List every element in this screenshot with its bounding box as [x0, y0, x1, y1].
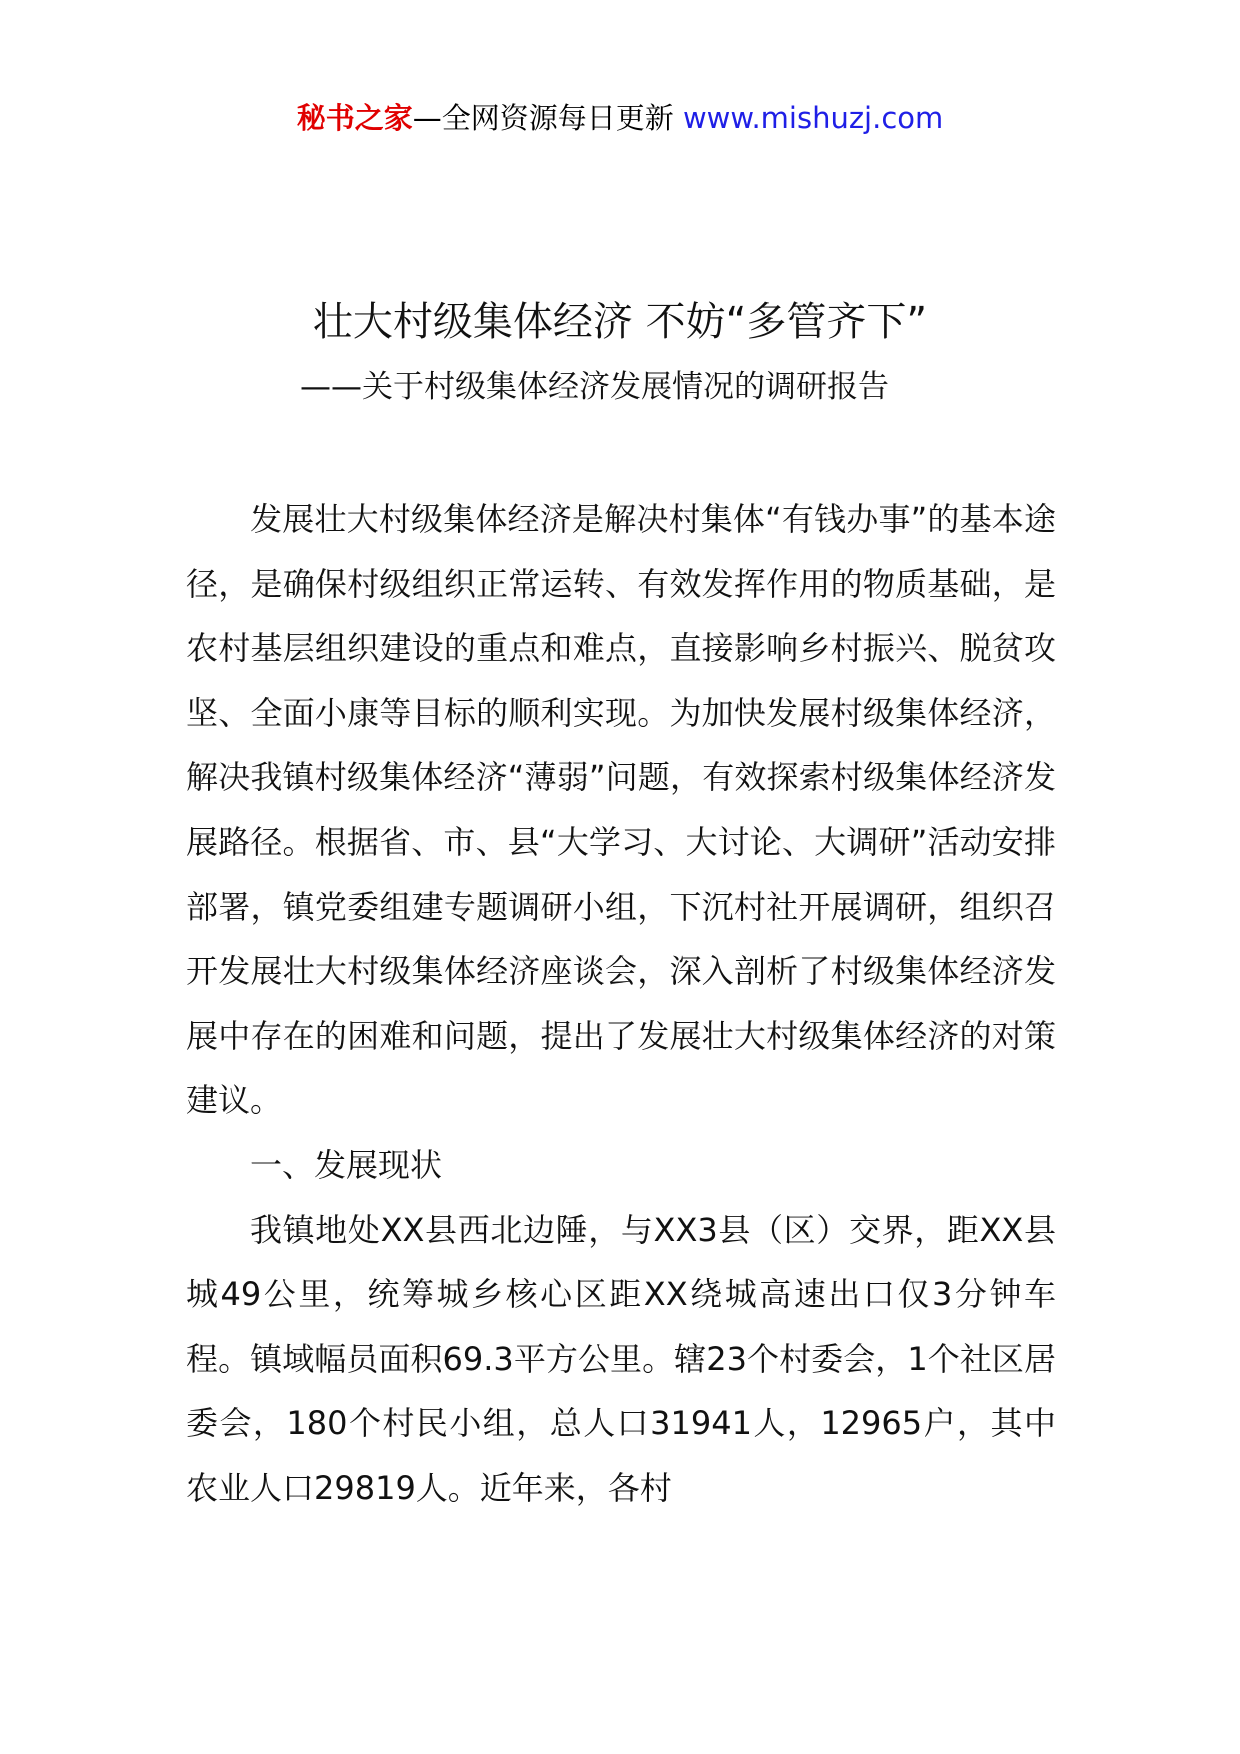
- paragraph-status: 我镇地处XX县西北边陲，与XX3县（区）交界，距XX县城49公里，统筹城乡核心区距XX绕城高速出口仅3分钟车程。镇域幅员面积69.3平方公里。辖23个村委会，1个社区居委会，180个村民小组，总人口31941人，12965户，其中农业人口29819人。近年来，各村: [186, 1210, 1056, 1507]
- site-brand: 秘书之家: [296, 101, 413, 135]
- site-slogan: —全网资源每日更新: [412, 101, 683, 135]
- section-heading-status: 一、发展现状: [250, 1145, 443, 1184]
- document-body: [186, 487, 1056, 1521]
- paragraph-intro: 发展壮大村级集体经济是解决村集体“有钱办事”的基本途径，是确保村级组织正常运转、有效发挥作用的物质基础，是农村基层组织建设的重点和难点，直接影响乡村振兴、脱贫攻坚、全面小康等目标的顺利实现。为加快发展村级集体经济，解决我镇村级集体经济“薄弱”问题，有效探索村级集体经济发展路径。根据省、市、县“大学习、大讨论、大调研”活动安排部署，镇党委组建专题调研小组，下沉村社开展调研，组织召开发展壮大村级集体经济座谈会，深入剖析了村级集体经济发展中存在的困难和问题，提出了发展壮大村级集体经济的对策建议。: [186, 500, 1056, 1120]
- site-url-link[interactable]: www.mishuzj.com: [682, 101, 944, 135]
- site-header: [0, 98, 1240, 138]
- document-title: 壮大村级集体经济 不妨“多管齐下”: [312, 299, 928, 345]
- document-subtitle: ——关于村级集体经济发展情况的调研报告: [300, 369, 889, 405]
